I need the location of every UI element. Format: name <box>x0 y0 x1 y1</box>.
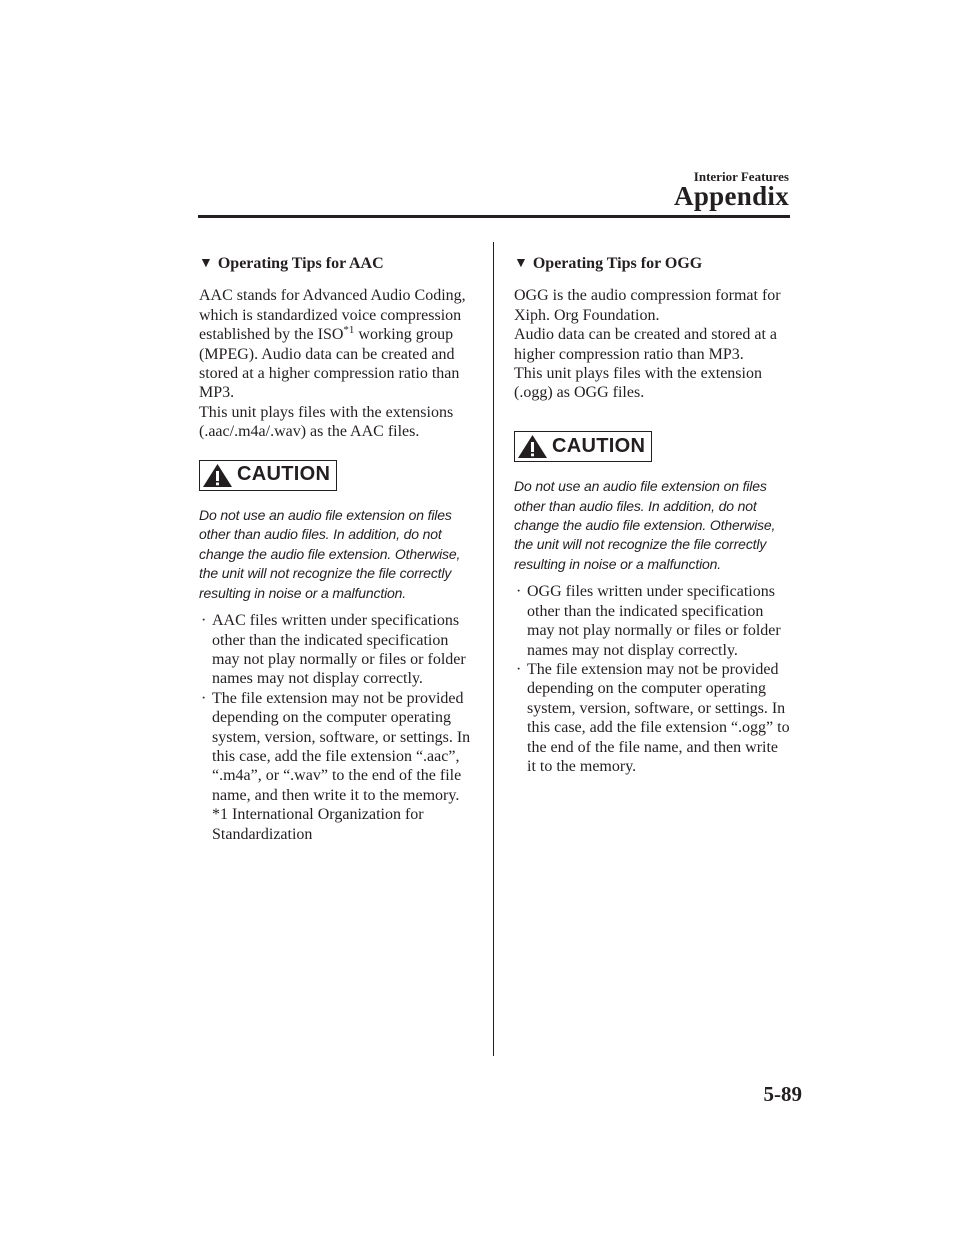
caution-text: Do not use an audio file extension on files other than audio files. In addition, do not change the audio file extension. Otherwise, the unit will not recognize the file correctly resulting in noise or a malfunction. <box>514 478 776 572</box>
ogg-section-heading <box>514 254 790 273</box>
footnote-reference: *1 <box>343 324 355 337</box>
caution-badge <box>514 431 652 462</box>
caution-text: Do not use an audio file extension on files other than audio files. In addition, do not change the audio file extension. Otherwise, the unit will not recognize the file correctly resulting in noise or a malfunction. <box>199 507 461 601</box>
column-divider <box>493 242 494 1056</box>
page-number: 5-89 <box>763 1082 802 1106</box>
ogg-compression-paragraph: Audio data can be created and stored at a higher compression ratio than MP3. <box>514 326 777 363</box>
triangle-down-icon: ▼ <box>514 256 528 271</box>
bullet-dot-icon: · <box>516 583 522 601</box>
list-item-text: The file extension may not be provided depending on the computer operating system, version, software, or settings. In this case, add the file extension “.aac”, “.m4a”, or “.wav” to the end of the file name, and then write it to the memory. <box>212 689 471 804</box>
warning-triangle-icon <box>202 463 233 488</box>
list-item-text: The file extension may not be provided depending on the computer operating system, version, software, or settings. In this case, add the file extension “.ogg” to the end of the file name, and then write it to the memory. <box>527 660 790 775</box>
triangle-down-icon: ▼ <box>199 256 213 271</box>
aac-section-heading <box>199 254 474 273</box>
list-item <box>514 582 790 660</box>
aac-heading-text: Operating Tips for AAC <box>217 255 384 272</box>
aac-intro-text-continued: working group (MPEG). Audio data can be created and stored at a higher compression ratio than MP3. <box>199 326 460 402</box>
ogg-heading-text: Operating Tips for OGG <box>532 255 703 272</box>
header-rule <box>198 215 790 218</box>
caution-label: CAUTION <box>552 434 646 457</box>
header-title: Appendix <box>674 181 789 211</box>
ogg-bullet-list <box>514 582 790 776</box>
aac-intro-paragraph <box>199 286 474 402</box>
warning-triangle-icon <box>517 434 548 459</box>
ogg-intro-paragraph: OGG is the audio compression format for Xiph. Org Foundation. <box>514 287 781 324</box>
aac-extensions-paragraph: This unit plays files with the extensions (.aac/.m4a/.wav) as the AAC files. <box>199 403 454 441</box>
right-column <box>514 254 790 776</box>
bullet-dot-icon: · <box>201 689 207 707</box>
bullet-dot-icon: · <box>201 612 207 630</box>
bullet-dot-icon: · <box>516 660 522 678</box>
list-item <box>199 611 474 689</box>
footnote: *1 International Organization for Standardization <box>212 806 424 843</box>
list-item <box>199 689 474 805</box>
caution-badge <box>199 460 337 491</box>
caution-label: CAUTION <box>237 463 331 486</box>
list-item <box>514 660 790 776</box>
header-section-label: Interior Features <box>693 169 789 184</box>
aac-bullet-list <box>199 611 474 805</box>
left-column <box>199 254 474 844</box>
ogg-extension-paragraph: This unit plays files with the extension (.ogg) as OGG files. <box>514 365 762 402</box>
aac-intro-text: AAC stands for Advanced Audio Coding, which is standardized voice compression established by the ISO <box>199 287 466 344</box>
list-item-text: OGG files written under specifications other than the indicated specification may not play normally or files or folder names may not display correctly. <box>527 583 781 659</box>
list-item-text: AAC files written under specifications other than the indicated specification may not play normally or files or folder names may not display correctly. <box>212 612 466 688</box>
